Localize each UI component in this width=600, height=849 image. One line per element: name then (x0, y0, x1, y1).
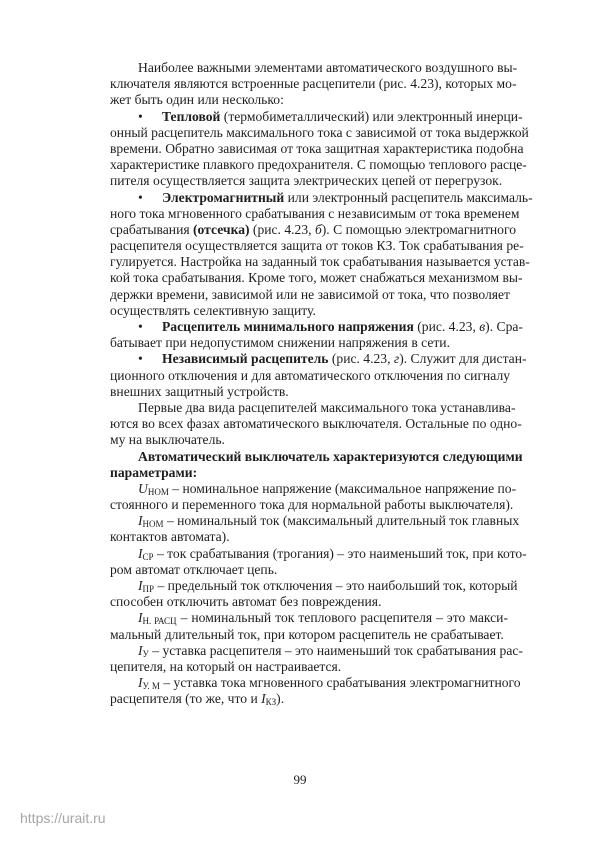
text-line (110, 92, 508, 108)
text-line (110, 642, 523, 659)
text-run: жет быть один или несколько: (110, 92, 284, 108)
italic-symbol: I (138, 545, 143, 561)
page-number: 99 (293, 772, 307, 787)
text-line (110, 205, 520, 222)
subscript: Н. РАСЦ (142, 616, 177, 627)
text-run: держки времени, зависимой или не зависимой от тока, что позволяет (110, 286, 510, 302)
text-run: батывает при недопустимом снижении напряжения в сети. (110, 335, 450, 351)
text-run: онный расцепитель максимального тока с зависимой от тока выдержкой (110, 124, 529, 140)
text-line (110, 480, 517, 497)
text-run: ром автомат отключает цепь. (110, 561, 278, 577)
text-run: му на выключатель. (110, 432, 225, 448)
text-run: – уставка тока мгновенного срабатывания электромагнитного (159, 675, 521, 691)
bullet-icon: • (138, 319, 143, 334)
text-run: Первые два вида расцепителей максимального тока устанавлива- (138, 399, 516, 415)
text-run: ). С помощью электромагнитного (321, 221, 516, 237)
text-run: ционного отключения и для автоматического отключения по сигналу (110, 367, 511, 383)
text-run: – номинальный ток (максимальный длительный ток главных (163, 513, 520, 529)
text-run: гулируется. Настройка на заданный ток срабатывания называется устав- (110, 254, 530, 270)
text-run: ). Служит для дистан- (399, 351, 527, 367)
bold-term: Независимый расцепитель (162, 351, 329, 367)
text-line (110, 594, 508, 610)
text-line (110, 124, 529, 141)
text-line (110, 270, 523, 286)
text-line (110, 76, 517, 92)
text-line (110, 578, 518, 594)
italic-symbol: U (138, 480, 148, 496)
bold-term: Электромагнитный (162, 189, 285, 205)
text-line (110, 691, 508, 707)
text-run: (термобиметаллический) или электронный инерци- (220, 108, 523, 124)
text-run: (рис. 4.23, (413, 319, 480, 334)
italic-symbol: в (479, 319, 486, 334)
text-run: Наиболее важными элементами автоматического воздушного вы- (138, 60, 518, 75)
text-line (110, 60, 518, 76)
bullet-icon: • (138, 108, 143, 124)
italic-symbol: I (138, 578, 143, 593)
bold-term: Расцепитель минимального напряжения (162, 319, 414, 334)
text-run: (рис. 4.23, (249, 221, 315, 237)
subscript: НОМ (147, 486, 169, 497)
italic-symbol: I (138, 513, 143, 529)
text-run: ного тока мгновенного срабатывания с независимым от тока временем (110, 205, 520, 221)
body-text (110, 60, 533, 708)
text-line (110, 675, 521, 692)
text-line (110, 157, 527, 173)
text-line (110, 189, 533, 206)
subscript: У. М (142, 681, 160, 692)
subscript: СР (142, 551, 154, 562)
text-line (110, 416, 522, 432)
text-run: стоянного и переменного тока для нормальной работы выключателя). (110, 497, 514, 513)
text-line (110, 303, 508, 319)
text-line (110, 384, 508, 400)
bold-term: (отсечка) (193, 221, 250, 237)
text-line (110, 465, 508, 481)
text-run: осуществлять селективную защиту. (110, 302, 316, 318)
text-run: ). Сра- (485, 319, 523, 334)
text-run: – предельный ток отключения – это наибольший ток, который (154, 578, 518, 593)
text-run: контактов автомата). (110, 529, 230, 545)
text-line (110, 108, 523, 125)
text-run: кой тока срабатывания. Кроме того, может снабжаться механизмом вы- (110, 270, 523, 286)
text-line (110, 545, 527, 562)
subscript: НОМ (142, 519, 164, 530)
text-run: времени. Обратно зависимая от тока защитная характеристика подобна (110, 140, 524, 156)
text-line (110, 238, 524, 254)
text-line (110, 367, 511, 384)
bullet-icon: • (138, 189, 143, 205)
text-line (110, 254, 530, 270)
text-run: мальный длительный ток, при котором расцепитель не срабатывает. (110, 626, 504, 642)
text-line (110, 562, 508, 578)
text-line (110, 432, 508, 448)
text-line (110, 173, 508, 189)
text-line (110, 319, 523, 335)
text-run: – уставка расцепителя – это наименьший ток срабатывания рас- (148, 642, 523, 658)
text-line (110, 287, 508, 303)
text-line (110, 529, 508, 545)
text-run: или электронный расцепитель максималь- (284, 189, 533, 205)
italic-symbol: I (138, 610, 143, 626)
text-run: внешних защитный устройств. (110, 383, 289, 399)
text-line (110, 140, 524, 157)
text-line (110, 497, 514, 513)
text-line (110, 448, 523, 465)
text-run: способен отключить автомат без повреждения. (110, 594, 382, 610)
bold-term: Тепловой (162, 108, 221, 124)
text-line (110, 513, 520, 530)
subscript: У (142, 648, 149, 659)
subscript: ПР (142, 584, 155, 594)
bold-term: параметрами: (110, 464, 198, 480)
italic-symbol: I (138, 642, 143, 658)
italic-symbol: б (314, 221, 322, 237)
text-run: ). (276, 691, 285, 707)
italic-symbol: I (138, 675, 143, 691)
italic-symbol: I (261, 691, 266, 707)
text-run: ются во всех фазах автоматического выключателя. Остальные по одно- (110, 416, 522, 432)
text-run: – ток срабатывания (трогания) – это наименьший ток, при кото- (153, 545, 527, 561)
text-run: (рис. 4.23, (328, 351, 394, 367)
footer-url[interactable]: https://urait.ru (20, 810, 106, 826)
text-run: расцепителя осуществляется защита от токов КЗ. Ток срабатывания ре- (110, 238, 524, 254)
text-run: расцепителя (то же, что и (110, 691, 262, 707)
text-run: – номинальный ток теплового расцепителя – это макси- (176, 610, 508, 626)
bold-term: Автоматический выключатель характеризуются следующими (138, 448, 523, 464)
text-run: ключателя являются встроенные расцепители (рис. 4.23), которых мо- (110, 76, 517, 92)
text-line (110, 610, 508, 626)
text-line (110, 399, 516, 416)
text-line (110, 221, 516, 238)
text-line (110, 659, 508, 675)
text-line (110, 351, 527, 367)
text-run: – номинальное напряжение (максимальное напряжение по- (168, 480, 517, 496)
text-line (110, 335, 508, 351)
text-run: характеристике плавкого предохранителя. С помощью теплового расце- (110, 157, 527, 173)
text-run: пителя осуществляется защита электрических цепей от перегрузок. (110, 173, 503, 189)
text-run: срабатывания (110, 221, 194, 237)
subscript: КЗ (265, 697, 277, 708)
text-run: цепителя, на который он настраивается. (110, 658, 342, 674)
bullet-icon: • (138, 351, 143, 367)
italic-symbol: г (393, 351, 400, 367)
text-line (110, 627, 508, 643)
